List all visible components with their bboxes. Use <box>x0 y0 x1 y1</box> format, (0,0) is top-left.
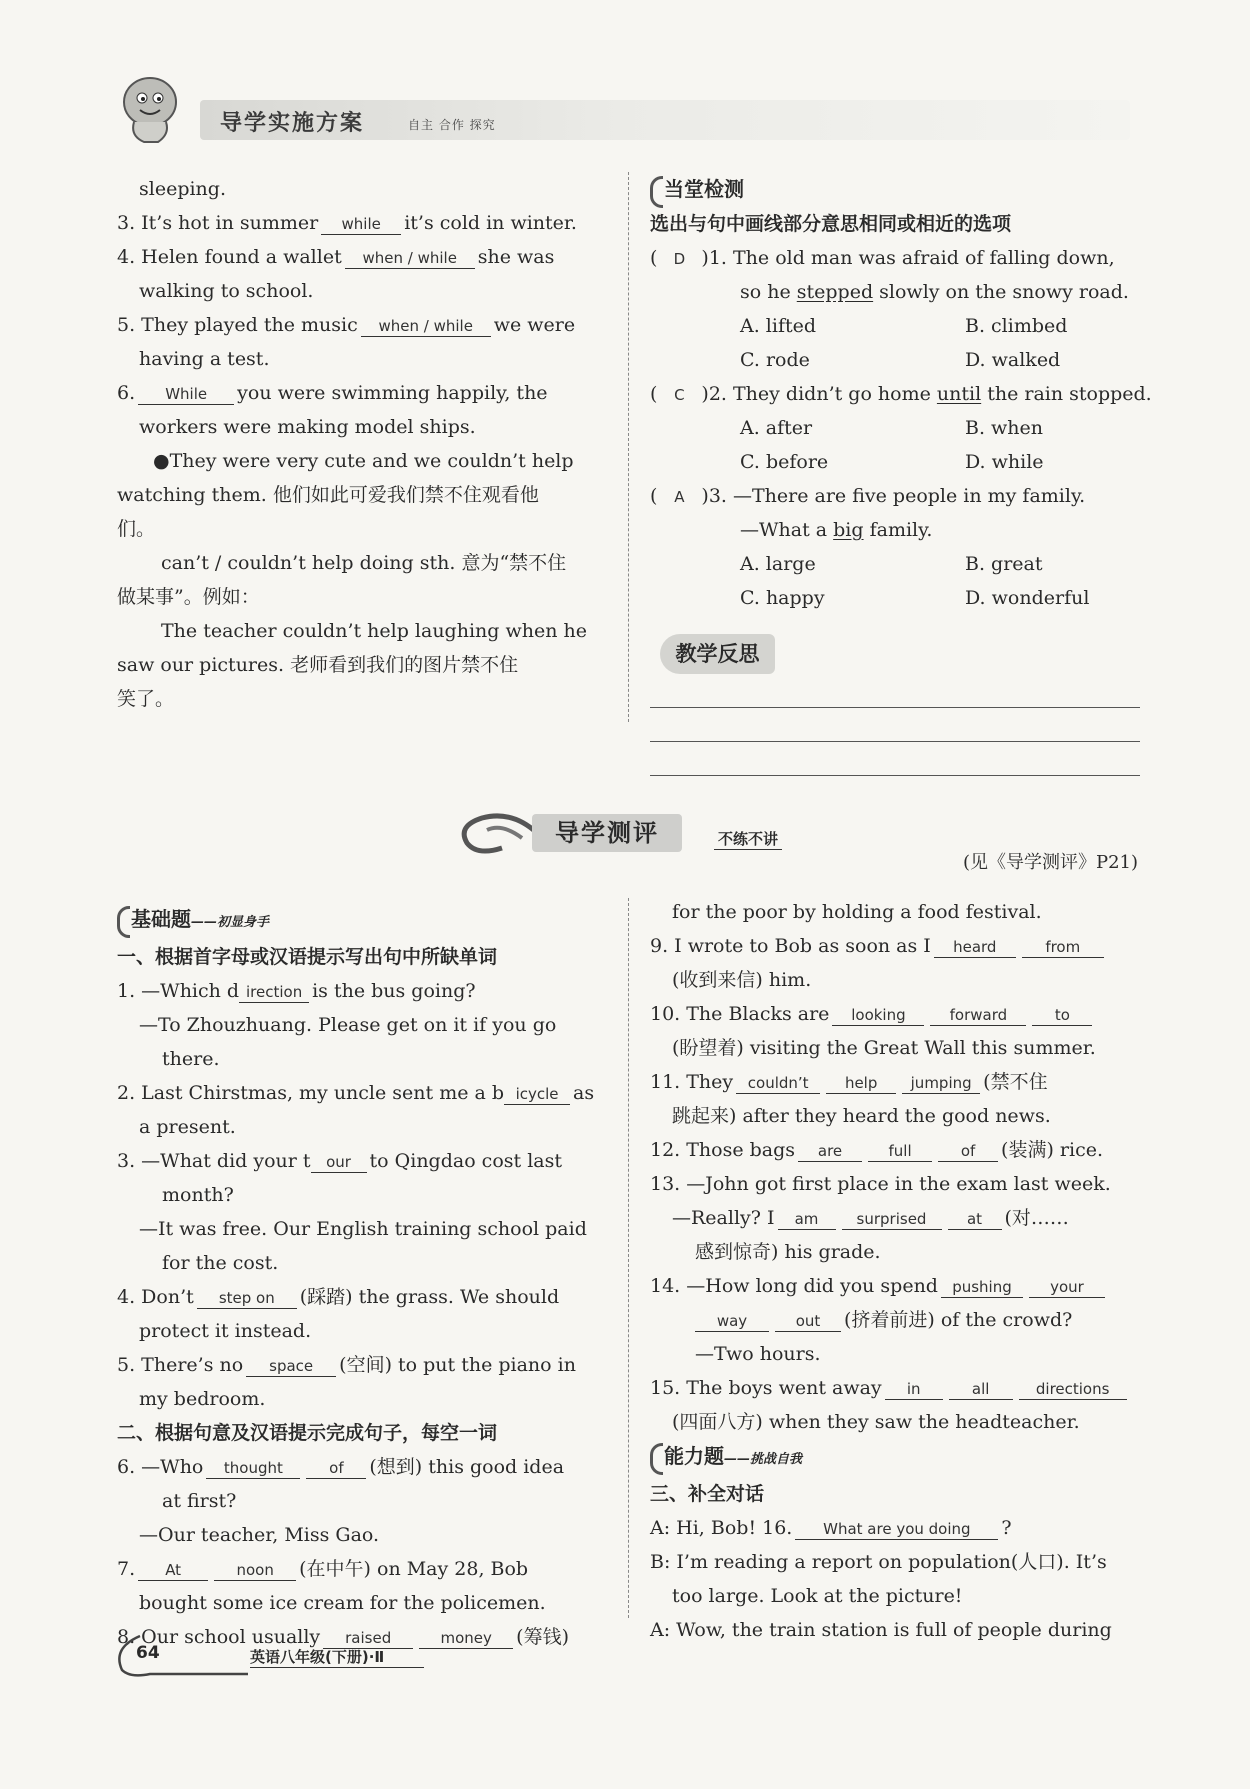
text-line: a present. <box>139 1116 236 1138</box>
mascot-icon <box>110 70 190 150</box>
text-line: having a test. <box>139 348 270 370</box>
fill-question-4: 4. Don’t step on (踩踏) the grass. We should <box>117 1286 560 1308</box>
fill-question-13: 13. —John got first place in the exam last week. <box>650 1173 1111 1195</box>
banner-tagline: 不练不讲 <box>714 828 782 850</box>
text-line: for the cost. <box>162 1252 279 1274</box>
section-badge-check: 当堂检测 <box>650 172 744 206</box>
explanation-line: can’t / couldn’t help doing sth. 意为“禁不住 <box>161 552 567 574</box>
mc-question-1: ( D )1. The old man was afraid of falling down, <box>650 247 1115 269</box>
text-line: there. <box>162 1048 220 1070</box>
right-top-column: 当堂检测 选出与句中画线部分意思相同或相近的选项 ( D )1. The old man was afraid of falling down, so he stepped slowly on the snowy road. A. lifted B. climbed C. rode D. walked ( C )2. They didn’t go home until the rain stopped. A. after B. when C. before D. while ( A )3. —There are five people in my family. —What a big family. A. large B. great C. happy D. wonderful <box>650 172 1145 615</box>
swirl-icon <box>452 808 542 858</box>
text-line: (盼望着) visiting the Great Wall this summer. <box>672 1037 1096 1059</box>
dialog-line-3: A: Wow, the train station is full of people during <box>650 1619 1112 1641</box>
writing-line[interactable] <box>650 741 1140 742</box>
text-line: —It was free. Our English training school paid <box>139 1218 587 1240</box>
fill-question-14: 14. —How long did you spend pushing your <box>650 1269 1145 1303</box>
exercise-5: 5. They played the music when / while we were <box>117 314 576 336</box>
fill-question-1: 1. —Which d irection is the bus going? <box>117 980 476 1002</box>
explanation-line: The teacher couldn’t help laughing when he <box>161 620 587 642</box>
fill-question-10: 10. The Blacks are looking forward to <box>650 997 1145 1031</box>
text-line: too large. Look at the picture! <box>672 1585 963 1607</box>
text-line: walking to school. <box>139 280 314 302</box>
exercise-6: 6. While you were swimming happily, the <box>117 382 548 404</box>
explanation-line: 们。 <box>117 518 156 540</box>
fill-question-15: 15. The boys went away in all directions <box>650 1371 1145 1405</box>
text-line: workers were making model ships. <box>139 416 476 438</box>
mc-question-3: ( A )3. —There are five people in my family. <box>650 485 1086 507</box>
options-row: A. large B. great <box>740 553 1043 575</box>
explanation-line: ●They were very cute and we couldn’t help <box>153 450 574 472</box>
column-divider <box>628 172 629 722</box>
column-divider <box>628 898 629 1618</box>
options-row: A. lifted B. climbed <box>740 315 1068 337</box>
fill-question-12: 12. Those bags are full of (装满) rice. <box>650 1139 1103 1161</box>
section-badge-basic: 基础题 <box>117 902 191 936</box>
options-row: C. rode D. walked <box>740 349 1061 371</box>
text-line: —To Zhouzhuang. Please get on it if you go <box>139 1014 557 1036</box>
section-instruction: 选出与句中画线部分意思相同或相近的选项 <box>650 213 1012 235</box>
fill-question-11: 11. They couldn’t help jumping (禁不住 <box>650 1071 1048 1093</box>
mc-question-2: ( C )2. They didn’t go home until the rain stopped. <box>650 383 1152 405</box>
fill-question-6: 6. —Who thought of (想到) this good idea <box>117 1456 565 1478</box>
options-row: C. happy D. wonderful <box>740 587 1090 609</box>
text-line: month? <box>162 1184 234 1206</box>
fill-question-9: 9. I wrote to Bob as soon as I heard from <box>650 929 1145 963</box>
text-line: 跳起来) after they heard the good news. <box>672 1105 1051 1127</box>
writing-line[interactable] <box>650 775 1140 776</box>
text-line: —Two hours. <box>695 1343 821 1365</box>
exercise-3: 3. It’s hot in summer while it’s cold in winter. <box>117 212 577 234</box>
text-line: —Our teacher, Miss Gao. <box>139 1524 380 1546</box>
book-title: 英语八年级(下册)·Ⅱ <box>250 1646 424 1668</box>
header-title: 导学实施方案 <box>220 111 365 136</box>
options-row: C. before D. while <box>740 451 1044 473</box>
text-line: my bedroom. <box>139 1388 266 1410</box>
header-subtitle: 自主 合作 探究 <box>408 118 496 132</box>
section-banner <box>452 808 822 858</box>
banner-title: 导学测评 <box>532 814 682 852</box>
options-row: A. after B. when <box>740 417 1044 439</box>
left-top-column <box>117 172 607 716</box>
dialog-line-1: A: Hi, Bob! 16. What are you doing ? <box>650 1517 1012 1539</box>
text-line: sleeping. <box>139 178 226 200</box>
text-line: protect it instead. <box>139 1320 312 1342</box>
page-number: 64 <box>136 1643 160 1663</box>
explanation-line: saw our pictures. 老师看到我们的图片禁不住 <box>117 654 519 676</box>
text-line: for the poor by holding a food festival. <box>672 901 1042 923</box>
text-line: at first? <box>162 1490 237 1512</box>
section-heading-2: 二、根据句意及汉语提示完成句子，每空一词 <box>117 1422 498 1444</box>
exercise-4: 4. Helen found a wallet when / while she was <box>117 246 555 268</box>
fill-question-8: 8. Our school usually raised money (筹钱) <box>117 1626 569 1648</box>
footer-swoosh-icon <box>110 1630 250 1680</box>
left-bottom-column: 基础题——初显身手 一、根据首字母或汉语提示写出句中所缺单词 1. —Which d irection is the bus going? —To Zhouzhuang. Please get on it if you go there. 2. Last Chirstmas, my uncle sent me a b icycle as a present. 3. —What did your t our to Qingdao cost last month? —It was free. Our English training school paid for the cost. 4. Don’t step on (踩踏) the grass. We should protect it instead. 5. There’s no space (空间) to put the piano in my bedroom. 二、根据句意及汉语提示完成句子，每空一词 6. —Who thought of (想到) this good idea at first? —Our teacher, Miss Gao. 7. At noon (在中午) on May 28, Bob bought some ice cream for the policemen. 8. Our school usually raised money (筹钱) <box>117 902 612 1654</box>
explanation-line: 笑了。 <box>117 688 175 710</box>
text-line: bought some ice cream for the policemen. <box>139 1592 546 1614</box>
explanation-line: watching them. 他们如此可爱我们禁不住观看他 <box>117 484 539 506</box>
fill-question-2: 2. Last Chirstmas, my uncle sent me a b icycle as <box>117 1082 595 1104</box>
reference-note: (见《导学测评》P21) <box>962 852 1138 873</box>
dialog-line-2: B: I’m reading a report on population(人口). It’s <box>650 1551 1107 1573</box>
right-bottom-column: for the poor by holding a food festival. 9. I wrote to Bob as soon as I heard from (收到来信) him. 10. The Blacks are looking forward to (盼望着) visiting the Great Wall this summer. 11. They couldn’t help jumping (禁不住 跳起来) after they heard the good news. 12. Those bags are full of (装满) rice. 13. —John got first place in the exam last week. —Really? I am surprised at (对…… 感到惊奇) his grade. 14. —How long did you spend pushing your way out (挤着前进) of the crowd? —Two hours. 15. The boys went away in all directions (四面八方) when they saw the headteacher. 能力题——挑战自我 三、补全对话 A: Hi, Bob! 16. What are you doing ? B: I’m reading a report on population(人口). It’s too large. Look at the picture! A: Wow, the train station is full of people during <box>650 895 1145 1647</box>
section-badge-ability: 能力题 <box>650 1439 724 1473</box>
explanation-line: 做某事”。例如： <box>117 586 260 608</box>
fill-question-7: 7. At noon (在中午) on May 28, Bob <box>117 1558 529 1580</box>
text-line: 感到惊奇) his grade. <box>695 1241 881 1263</box>
section-heading-1: 一、根据首字母或汉语提示写出句中所缺单词 <box>117 946 498 968</box>
fill-question-3: 3. —What did your t our to Qingdao cost last <box>117 1150 562 1172</box>
text-line: (四面八方) when they saw the headteacher. <box>672 1411 1080 1433</box>
fill-question-5: 5. There’s no space (空间) to put the piano in <box>117 1354 576 1376</box>
page-header <box>110 70 1140 150</box>
section-heading-3: 三、补全对话 <box>650 1483 765 1505</box>
writing-line[interactable] <box>650 707 1140 708</box>
text-line: (收到来信) him. <box>672 969 812 991</box>
teaching-reflection-label: 教学反思 <box>660 634 775 674</box>
